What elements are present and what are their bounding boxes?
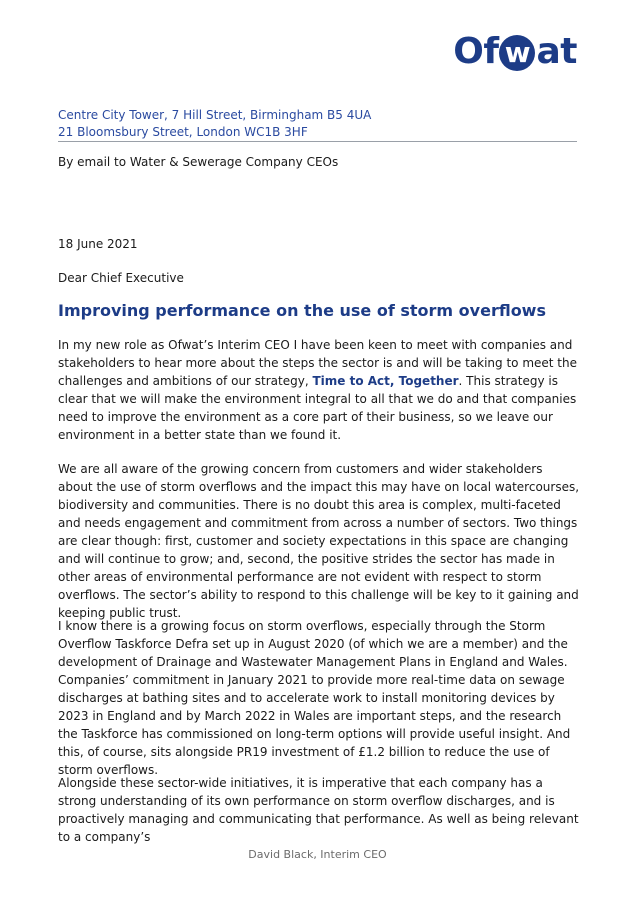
letter-date: 18 June 2021 (58, 237, 138, 251)
header-divider (58, 141, 577, 142)
address-line-birmingham: Centre City Tower, 7 Hill Street, Birmingham B5 4UA (58, 108, 372, 122)
logo-prefix: Of (453, 31, 499, 72)
paragraph-4: Alongside these sector-wide initiatives, it is imperative that each company has a strong understanding of its own performance on storm overflow discharges, and is proactively managing and communicating that performance. As well as being relevant to a company’s (58, 776, 579, 844)
logo-suffix: at (536, 31, 577, 72)
salutation: Dear Chief Executive (58, 271, 184, 285)
page-footer: David Black, Interim CEO (248, 848, 387, 861)
paragraph-2: We are all aware of the growing concern from customers and wider stakeholders about the use of storm overflows and the impact this may have on local watercourses, biodiversity and communities. There is no doubt this area is complex, multi-faceted and needs engagement and commitment from across a number of sectors. Two things are clear though: first, customer and society expectations in this space are changing and will continue to grow; and, second, the positive strides the sector has made in other areas of environmental performance are not evident with respect to storm overflows. The sector’s ability to respond to this challenge will be key to it gaining and keeping public trust. (58, 462, 580, 620)
letter-heading: Improving performance on the use of storm overflows (58, 301, 546, 320)
address-line-london: 21 Bloomsbury Street, London WC1B 3HF (58, 125, 308, 139)
strategy-name-highlight: Time to Act, Together (312, 374, 459, 388)
paragraph-1-text-end: . This strategy is clear that we will make the environment integral to all that we do and that companies need to improve the environment as a core part of their business, so we leave our environment in a better state than we found it. (58, 374, 577, 442)
paragraph-3: I know there is a growing focus on storm overflows, especially through the Storm Overflow Taskforce Defra set up in August 2020 (of which we are a member) and the development of Drainage and Wastewater Management Plans in England and Wales. Companies’ commitment in January 2021 to provide more real-time data on sewage discharges at bathing sites and to accelerate work to install monitoring devices by 2023 in England and by March 2022 in Wales are important steps, and the research the Taskforce has commissioned on long-term options will provide useful insight. And this, of course, sits alongside PR19 investment of £1.2 billion to reduce the use of storm overflows. (58, 619, 571, 777)
recipients-line: By email to Water & Sewerage Company CEOs (58, 155, 339, 169)
office-address (58, 107, 371, 141)
paragraph-1-text-start: In my new role as Ofwat’s Interim CEO I have been keen to meet with companies and stakeholders to hear more about the steps the sector is and will be taking to meet the challenges and ambitions of our strategy, (58, 338, 577, 388)
paragraph-1 (58, 336, 580, 444)
logo-w-circle: w (499, 35, 535, 71)
ofwat-logo (453, 31, 577, 72)
